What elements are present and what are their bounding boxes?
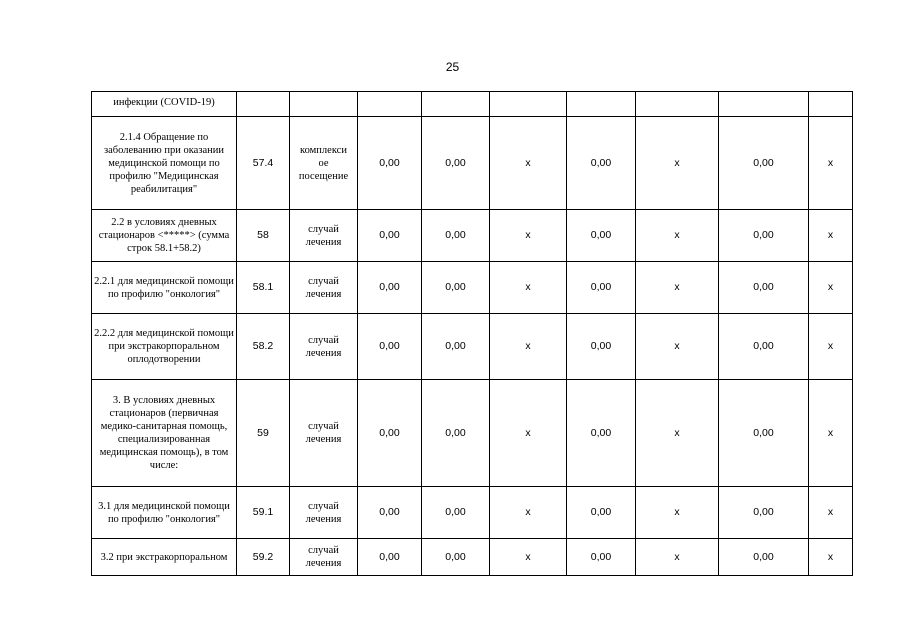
row-unit — [290, 314, 358, 380]
table-cell: 0,00 — [567, 262, 636, 314]
table-cell: х — [809, 487, 853, 539]
table-cell: х — [636, 487, 719, 539]
table-cell: 0,00 — [358, 380, 422, 487]
table-cell: 0,00 — [719, 314, 809, 380]
table-row — [92, 262, 853, 314]
table-cell: х — [490, 487, 567, 539]
page-number: 25 — [445, 60, 460, 74]
table-cell: х — [809, 210, 853, 262]
row-label: 2.2.1 для медицинской помощи по профилю "онкология" — [92, 262, 237, 314]
table-row — [92, 380, 853, 487]
table-cell: х — [490, 380, 567, 487]
table-cell — [636, 92, 719, 117]
table-cell: х — [490, 262, 567, 314]
row-unit — [290, 487, 358, 539]
table-cell: 0,00 — [422, 487, 490, 539]
table-cell: х — [809, 380, 853, 487]
table-cell: х — [636, 314, 719, 380]
table-cell: х — [636, 380, 719, 487]
row-code: 59.2 — [237, 539, 290, 576]
table-cell — [719, 92, 809, 117]
row-code — [237, 92, 290, 117]
row-unit-text: случай лечения — [305, 334, 342, 359]
table-cell: х — [636, 539, 719, 576]
row-unit-text: случай лечения — [305, 545, 342, 569]
row-unit-text: случай лечения — [305, 421, 342, 445]
row-label: 3.2 при экстракорпоральном — [92, 539, 237, 576]
table-cell — [422, 92, 490, 117]
row-unit — [290, 262, 358, 314]
table-cell: х — [809, 314, 853, 380]
table-cell: 0,00 — [358, 487, 422, 539]
row-code: 57.4 — [237, 117, 290, 210]
table-cell: 0,00 — [422, 262, 490, 314]
row-label: 3. В условиях дневных стационаров (первичная медико-санитарная помощь, специализированная медицинская помощь), в том числе: — [92, 380, 237, 487]
table-cell: 0,00 — [567, 314, 636, 380]
table-cell: 0,00 — [719, 117, 809, 210]
table-cell: 0,00 — [719, 210, 809, 262]
table-cell: 0,00 — [422, 210, 490, 262]
row-unit-text: случай лечения — [305, 500, 342, 525]
table-row — [92, 117, 853, 210]
table-row — [92, 539, 853, 576]
table-cell: 0,00 — [719, 380, 809, 487]
table-cell: х — [809, 117, 853, 210]
table-cell: х — [636, 117, 719, 210]
table-cell: 0,00 — [567, 539, 636, 576]
row-unit — [290, 92, 358, 117]
table-cell: 0,00 — [567, 487, 636, 539]
row-unit — [290, 117, 358, 210]
row-code: 59 — [237, 380, 290, 487]
table-cell: 0,00 — [567, 210, 636, 262]
row-label: 3.1 для медицинской помощи по профилю "онкология" — [92, 487, 237, 539]
table-row — [92, 487, 853, 539]
table-cell: х — [809, 262, 853, 314]
table-cell — [358, 92, 422, 117]
row-label: 2.2 в условиях дневных стационаров <*****> (сумма строк 58.1+58.2) — [92, 210, 237, 262]
table-cell — [567, 92, 636, 117]
row-code: 58.1 — [237, 262, 290, 314]
row-label: 2.2.2 для медицинской помощи при экстракорпоральном оплодотворении — [92, 314, 237, 380]
row-unit-text: случай лечения — [305, 223, 342, 248]
table-row — [92, 210, 853, 262]
table-cell: х — [636, 210, 719, 262]
table-cell: 0,00 — [358, 314, 422, 380]
row-code: 59.1 — [237, 487, 290, 539]
row-label: инфекции (COVID-19) — [92, 92, 237, 117]
table-cell: х — [490, 539, 567, 576]
row-unit-text: комплекси ое посещение — [298, 144, 349, 182]
row-label: 2.1.4 Обращение по заболеванию при оказании медицинской помощи по профилю "Медицинская реабилитация" — [92, 117, 237, 210]
table-cell: х — [490, 117, 567, 210]
row-code: 58 — [237, 210, 290, 262]
row-unit — [290, 539, 358, 576]
table-cell: 0,00 — [358, 262, 422, 314]
row-unit — [290, 210, 358, 262]
table-cell: х — [490, 314, 567, 380]
table-cell: 0,00 — [358, 117, 422, 210]
table-cell: 0,00 — [422, 539, 490, 576]
table-cell — [490, 92, 567, 117]
row-unit — [290, 380, 358, 487]
table-cell: 0,00 — [422, 380, 490, 487]
table-cell: 0,00 — [567, 117, 636, 210]
table-cell: 0,00 — [422, 117, 490, 210]
table-cell: 0,00 — [358, 210, 422, 262]
table-cell: 0,00 — [422, 314, 490, 380]
table-row — [92, 92, 853, 117]
table-cell: х — [490, 210, 567, 262]
table-cell: 0,00 — [719, 539, 809, 576]
table-cell: х — [636, 262, 719, 314]
table-row — [92, 314, 853, 380]
table-cell: 0,00 — [358, 539, 422, 576]
table-cell: х — [809, 539, 853, 576]
table-cell: 0,00 — [567, 380, 636, 487]
data-table — [91, 91, 853, 576]
table-cell — [809, 92, 853, 117]
row-code: 58.2 — [237, 314, 290, 380]
row-unit-text: случай лечения — [305, 275, 342, 300]
table-cell: 0,00 — [719, 487, 809, 539]
table-cell: 0,00 — [719, 262, 809, 314]
